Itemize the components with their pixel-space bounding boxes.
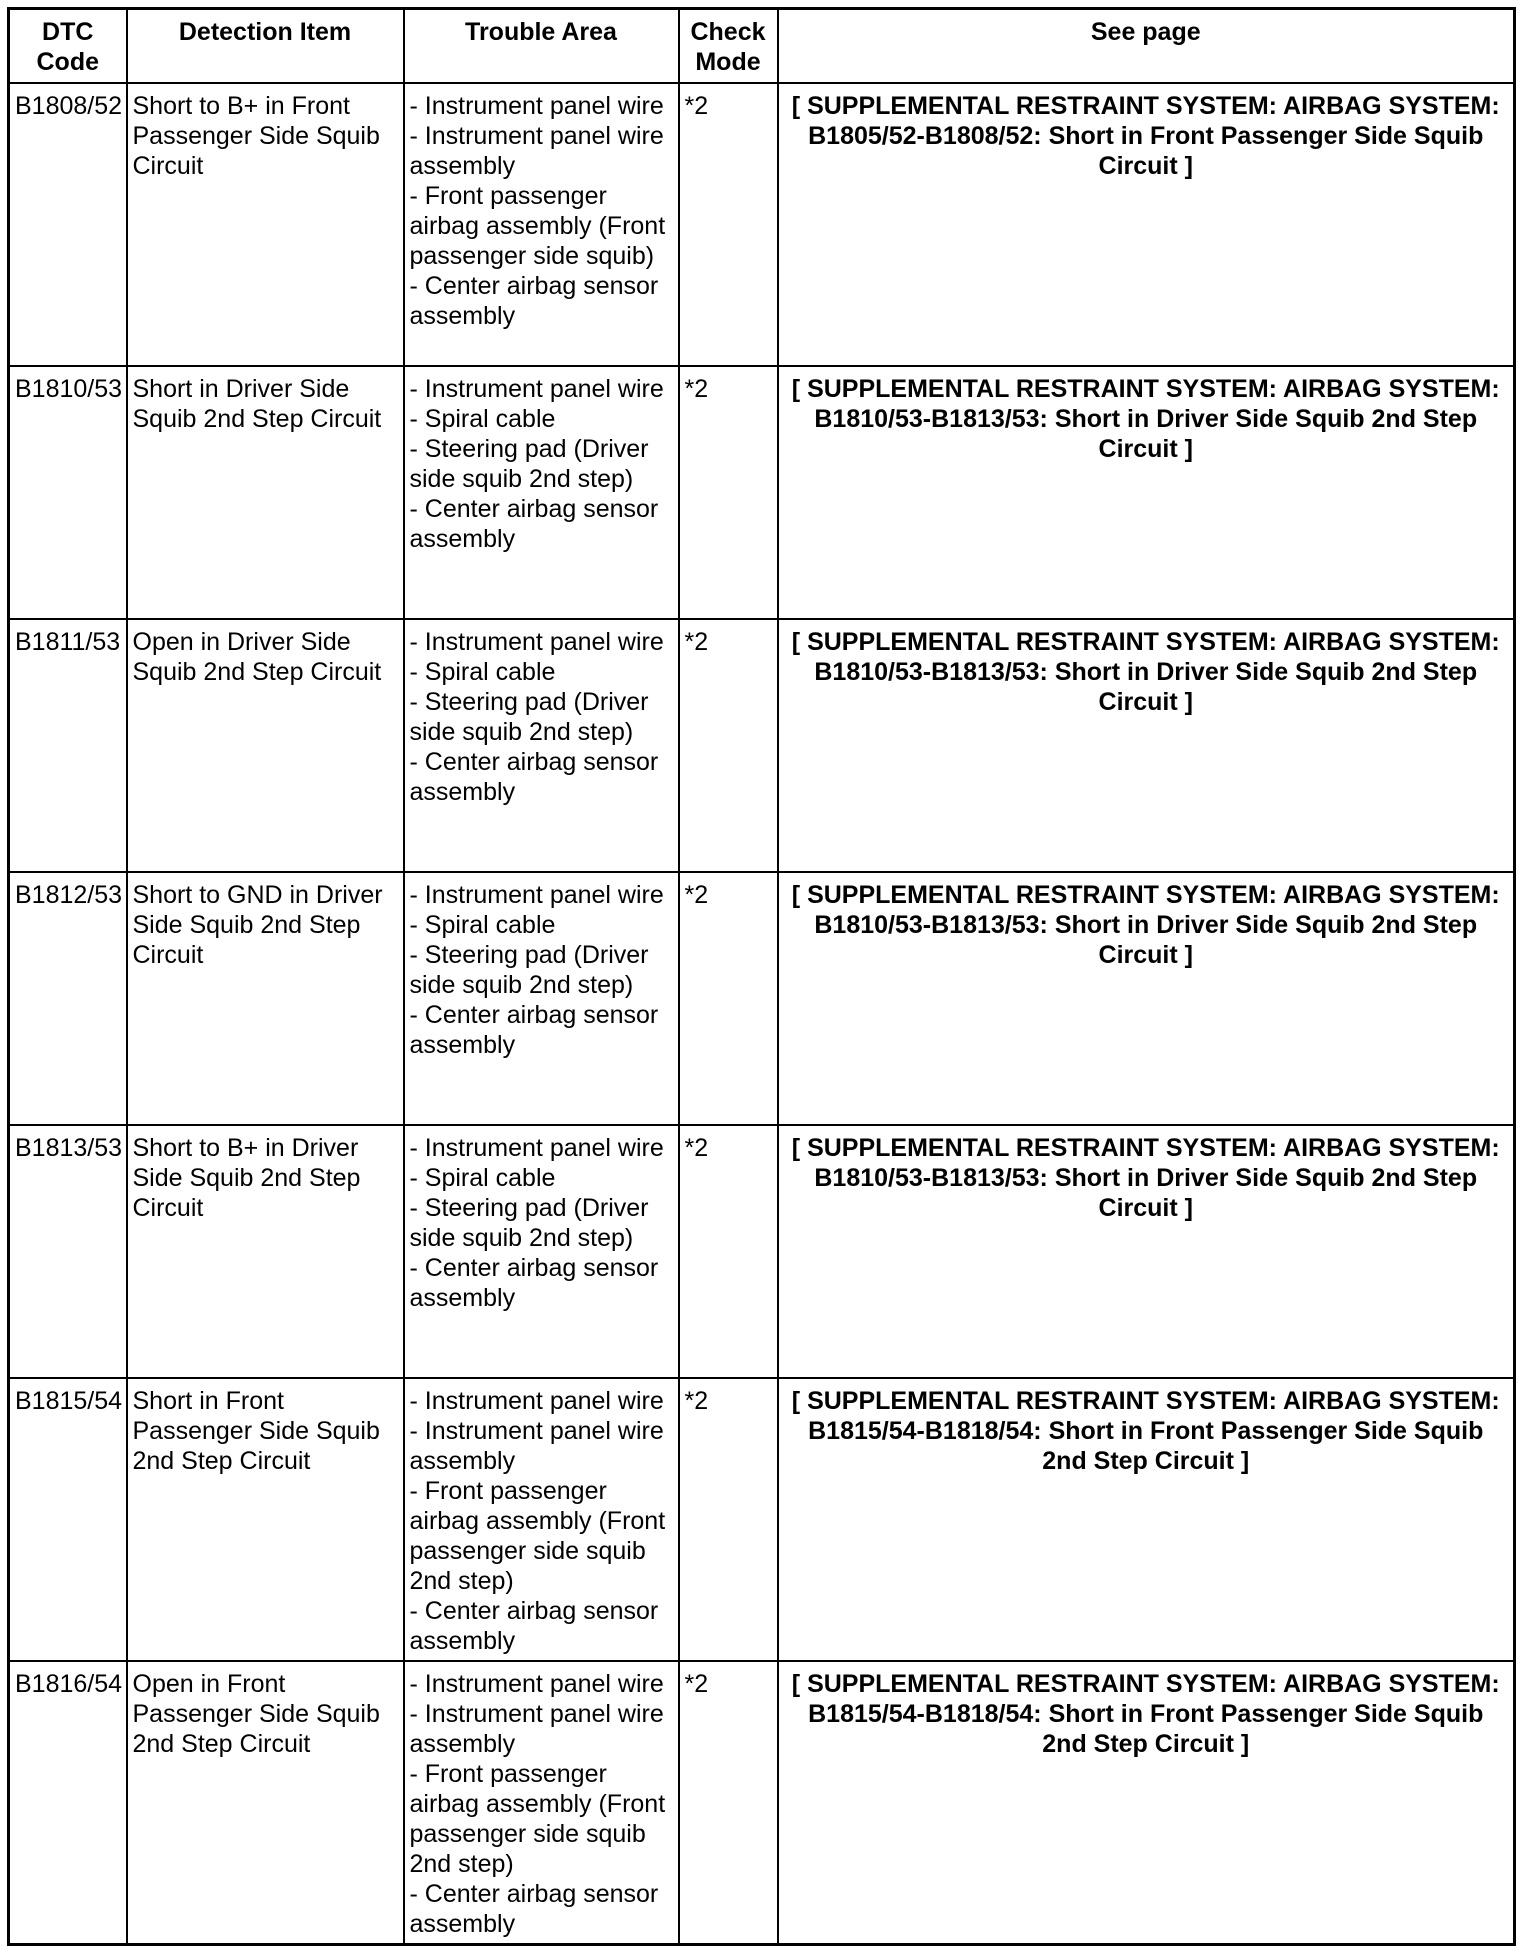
dtc-table (7, 7, 1516, 1946)
table-row (9, 83, 1515, 366)
document-page (7, 7, 1516, 1946)
trouble-area-item: - Instrument panel wire (409, 375, 664, 403)
check-mode-cell: *2 (679, 366, 778, 619)
trouble-area-cell (404, 83, 679, 366)
table-header-row (9, 9, 1515, 84)
trouble-area-item: - Steering pad (Driver side squib 2nd step) (409, 1194, 649, 1252)
check-mode-cell: *2 (679, 83, 778, 366)
table-row (9, 1661, 1515, 1945)
table-row (9, 366, 1515, 619)
trouble-area-cell (404, 619, 679, 872)
dtc-code-cell: B1812/53 (9, 872, 127, 1125)
check-mode-cell: *2 (679, 1378, 778, 1661)
trouble-area-item: - Instrument panel wire (409, 628, 664, 656)
trouble-area-item: - Instrument panel wire (409, 92, 664, 120)
detection-item-cell: Short in Front Passenger Side Squib 2nd Step Circuit (127, 1378, 404, 1661)
detection-item-cell: Open in Driver Side Squib 2nd Step Circuit (127, 619, 404, 872)
detection-item-cell: Short to GND in Driver Side Squib 2nd Step Circuit (127, 872, 404, 1125)
header-see-page: See page (778, 9, 1515, 84)
trouble-area-item: - Spiral cable (409, 405, 556, 433)
header-dtc-code: DTC Code (9, 9, 127, 84)
trouble-area-item: - Center airbag sensor assembly (409, 1254, 659, 1312)
trouble-area-item: - Spiral cable (409, 911, 556, 939)
table-row (9, 1378, 1515, 1661)
trouble-area-item: - Front passenger airbag assembly (Front passenger side squib 2nd step) (409, 1477, 666, 1595)
trouble-area-cell (404, 1661, 679, 1945)
trouble-area-item: - Front passenger airbag assembly (Front passenger side squib) (409, 182, 666, 270)
trouble-area-item: - Instrument panel wire (409, 881, 664, 909)
see-page-cell: [ SUPPLEMENTAL RESTRAINT SYSTEM: AIRBAG SYSTEM: B1810/53-B1813/53: Short in Driver Side Squib 2nd Step Circuit ] (778, 872, 1515, 1125)
check-mode-cell: *2 (679, 872, 778, 1125)
table-row (9, 619, 1515, 872)
trouble-area-item: - Instrument panel wire (409, 1387, 664, 1415)
detection-item-cell: Short to B+ in Front Passenger Side Squib Circuit (127, 83, 404, 366)
detection-item-cell: Short to B+ in Driver Side Squib 2nd Step Circuit (127, 1125, 404, 1378)
dtc-code-cell: B1813/53 (9, 1125, 127, 1378)
trouble-area-item: - Spiral cable (409, 658, 556, 686)
check-mode-cell: *2 (679, 619, 778, 872)
trouble-area-cell (404, 1125, 679, 1378)
dtc-code-cell: B1810/53 (9, 366, 127, 619)
dtc-code-cell: B1811/53 (9, 619, 127, 872)
trouble-area-item: - Steering pad (Driver side squib 2nd step) (409, 941, 649, 999)
detection-item-cell: Short in Driver Side Squib 2nd Step Circuit (127, 366, 404, 619)
see-page-cell: [ SUPPLEMENTAL RESTRAINT SYSTEM: AIRBAG SYSTEM: B1805/52-B1808/52: Short in Front Passenger Side Squib Circuit ] (778, 83, 1515, 366)
dtc-code-cell: B1808/52 (9, 83, 127, 366)
trouble-area-item: - Instrument panel wire assembly (409, 122, 664, 180)
trouble-area-item: - Spiral cable (409, 1164, 556, 1192)
table-row (9, 1125, 1515, 1378)
see-page-cell: [ SUPPLEMENTAL RESTRAINT SYSTEM: AIRBAG SYSTEM: B1810/53-B1813/53: Short in Driver Side Squib 2nd Step Circuit ] (778, 366, 1515, 619)
see-page-cell: [ SUPPLEMENTAL RESTRAINT SYSTEM: AIRBAG SYSTEM: B1810/53-B1813/53: Short in Driver Side Squib 2nd Step Circuit ] (778, 619, 1515, 872)
trouble-area-item: - Steering pad (Driver side squib 2nd step) (409, 435, 649, 493)
trouble-area-item: - Instrument panel wire assembly (409, 1700, 664, 1758)
see-page-cell: [ SUPPLEMENTAL RESTRAINT SYSTEM: AIRBAG SYSTEM: B1815/54-B1818/54: Short in Front Passenger Side Squib 2nd Step Circuit ] (778, 1661, 1515, 1945)
trouble-area-item: - Center airbag sensor assembly (409, 1001, 659, 1059)
trouble-area-item: - Instrument panel wire (409, 1670, 664, 1698)
header-trouble-area: Trouble Area (404, 9, 679, 84)
trouble-area-cell (404, 366, 679, 619)
trouble-area-item: - Center airbag sensor assembly (409, 1597, 659, 1655)
trouble-area-item: - Instrument panel wire assembly (409, 1417, 664, 1475)
header-check-mode: Check Mode (679, 9, 778, 84)
trouble-area-item: - Center airbag sensor assembly (409, 272, 659, 330)
check-mode-cell: *2 (679, 1125, 778, 1378)
trouble-area-cell (404, 1378, 679, 1661)
see-page-cell: [ SUPPLEMENTAL RESTRAINT SYSTEM: AIRBAG SYSTEM: B1815/54-B1818/54: Short in Front Passenger Side Squib 2nd Step Circuit ] (778, 1378, 1515, 1661)
trouble-area-cell (404, 872, 679, 1125)
trouble-area-item: - Front passenger airbag assembly (Front passenger side squib 2nd step) (409, 1760, 666, 1878)
trouble-area-item: - Center airbag sensor assembly (409, 1880, 659, 1938)
detection-item-cell: Open in Front Passenger Side Squib 2nd Step Circuit (127, 1661, 404, 1945)
table-row (9, 872, 1515, 1125)
trouble-area-item: - Center airbag sensor assembly (409, 748, 659, 806)
trouble-area-item: - Center airbag sensor assembly (409, 495, 659, 553)
header-detection-item: Detection Item (127, 9, 404, 84)
dtc-code-cell: B1815/54 (9, 1378, 127, 1661)
trouble-area-item: - Steering pad (Driver side squib 2nd step) (409, 688, 649, 746)
see-page-cell: [ SUPPLEMENTAL RESTRAINT SYSTEM: AIRBAG SYSTEM: B1810/53-B1813/53: Short in Driver Side Squib 2nd Step Circuit ] (778, 1125, 1515, 1378)
trouble-area-item: - Instrument panel wire (409, 1134, 664, 1162)
dtc-code-cell: B1816/54 (9, 1661, 127, 1945)
check-mode-cell: *2 (679, 1661, 778, 1945)
